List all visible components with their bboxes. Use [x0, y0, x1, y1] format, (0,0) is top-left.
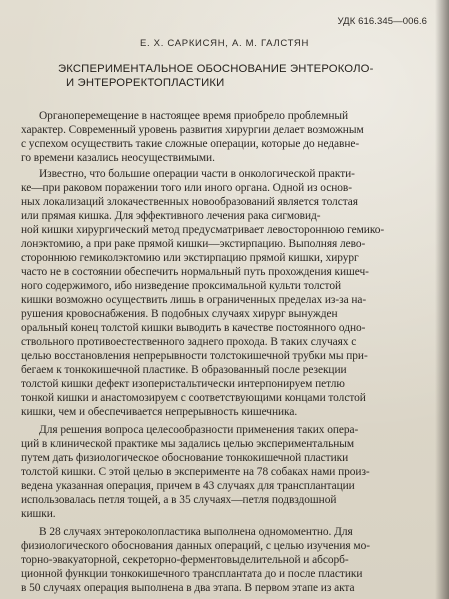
text-line: Для решения вопроса целесообразности применения таких опера- — [39, 424, 359, 436]
text-line: характер. Современный уровень развития хирургии делает возможным — [21, 124, 364, 136]
authors: Е. Х. САРКИСЯН, А. М. ГАЛСТЯН — [139, 38, 310, 49]
text-line: путем дать физиологическое обоснование тонкокишечной пластики — [21, 452, 349, 464]
text-line: кишки возможно осуществить лишь в ограниченных пределах из-за на- — [21, 294, 367, 306]
text-line: ствольного противоестественного заднего прохода. В таких случаях с — [21, 336, 357, 348]
title-line: И ЭНТЕРОРЕКТОПЛАСТИКИ — [66, 77, 225, 89]
text-line: или прямая кишка. Для эффективного лечения рака сигмовид- — [21, 210, 321, 222]
text-line: с успехом осуществить такие сложные операции, которые до недавне- — [21, 138, 360, 150]
text-line: часто не в состоянии обеспечить нормальный путь прохождения кишеч- — [21, 266, 369, 278]
text-line: тонкой кишки и анастомозируем с соответствующими концами толстой — [21, 392, 366, 404]
text-line: толстой кишки. С этой целью в эксперименте на 78 собаках нами произ- — [21, 466, 370, 478]
text-line: кишки, чем и обеспечивается непрерывность кишечника. — [21, 406, 298, 418]
text-line: Органоперемещение в настоящее время приобрело проблемный — [39, 110, 349, 122]
text-line: ведена указанная операция, причем в 43 случаях для трансплантации — [21, 480, 355, 492]
text-line: кишки. — [21, 508, 56, 520]
text-line: ций в клинической практике мы задались целью экспериментальным — [21, 438, 355, 450]
text-line: ной кишки хирургический метод предусматривает левостороннюю гемико- — [21, 224, 385, 236]
text-line: ных локализаций злокачественных новообразований является толстая — [21, 196, 358, 208]
text-line: физиологического обоснования данных операций, с целью изучения мо- — [21, 540, 370, 552]
text-line: ного содержимого, ибо низведение проксимальной культи толстой — [21, 280, 342, 292]
text-line: рушения кровоснабжения. В подобных случаях хирург вынужден — [21, 308, 338, 320]
text-line: ке—при раковом поражении того или иного органа. Одной из основ- — [21, 182, 352, 194]
text-line: лонэктомию, а при раке прямой кишки—экстирпацию. Выполняя лево- — [21, 238, 366, 250]
text-line: оральный конец толстой кишки выводить в качестве постоянного одно- — [21, 322, 366, 334]
title-line: ЭКСПЕРИМЕНТАЛЬНОЕ ОБОСНОВАНИЕ ЭНТЕРОКОЛО- — [58, 63, 374, 75]
text-line: В 28 случаях энтероколопластика выполнена одномоментно. Для — [39, 526, 353, 538]
text-line: в 50 случаях операция выполнена в два этапа. В первом этапе из акта — [21, 582, 355, 594]
text-line: бегаем к тонкокишечной пластике. В образованный после резекции — [21, 364, 347, 376]
text-line: стороннюю гемиколэктомию или экстирпацию прямой кишки, хирург — [21, 252, 359, 264]
text-line: го времени казались неосуществимыми. — [21, 152, 215, 164]
text-line: целью восстановления непрерывности толстокишечной трубки мы при- — [21, 350, 368, 362]
text-line: ционной функции тонкокишечного трансплантата до и после пластики — [21, 568, 363, 580]
udc-code: УДК 616.345—006.6 — [337, 16, 427, 27]
page-edge-shadow — [435, 0, 449, 599]
text-line: Известно, что большие операции части в онкологической практи- — [39, 168, 355, 180]
text-line: использовалась петля тощей, а в 35 случаях—петля подвздошной — [21, 494, 337, 506]
text-line: толстой кишки дефект изоперистальтически интерпонируем петлю — [21, 378, 345, 390]
text-line: торно-эвакуаторной, секреторно-ферментовыделительной и абсорб- — [21, 554, 349, 566]
